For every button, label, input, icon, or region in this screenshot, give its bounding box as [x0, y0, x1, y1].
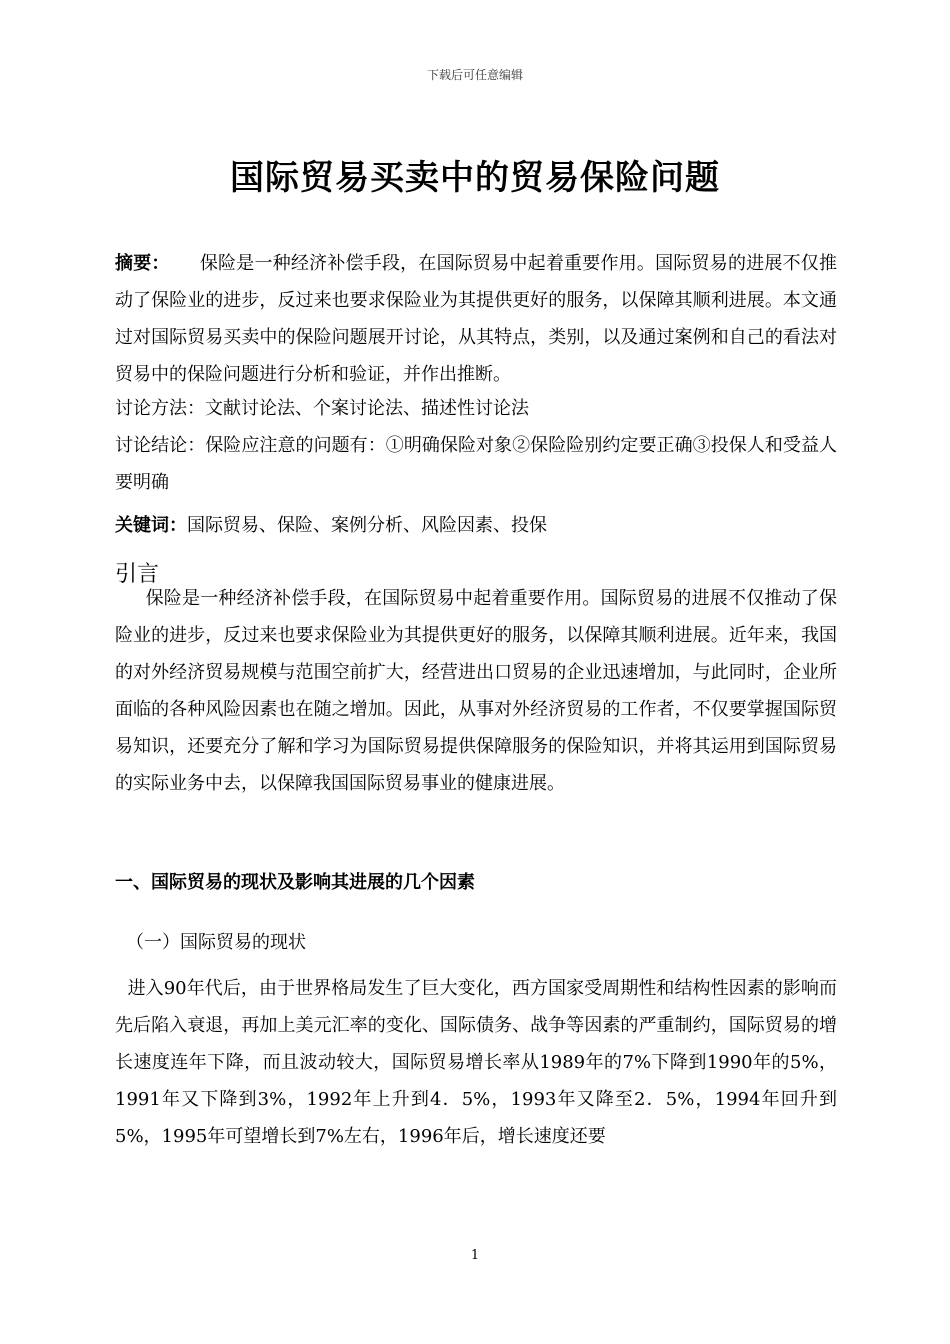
intro-paragraph: 保险是一种经济补偿手段，在国际贸易中起着重要作用。国际贸易的进展不仅推动了保险业的进步，反过来也要求保险业为其提供更好的服务，以保障其顺利进展。近年来，我国的对外经济贸易规模与范围空前扩大，经营进出口贸易的企业迅速增加，与此同时，企业所面临的各种风险因素也在随之增加。因此，从事对外经济贸易的工作者，不仅要掌握国际贸易知识，还要充分了解和学习为国际贸易提供保障服务的保险知识，并将其运用到国际贸易的实际业务中去，以保障我国国际贸易事业的健康进展。 [115, 588, 837, 794]
document-title: 国际贸易买卖中的贸易保险问题 [230, 158, 720, 198]
subsection-heading: （一）国际贸易的现状 [126, 932, 306, 953]
header-note: 下载后可任意编辑 [426, 68, 523, 82]
abstract-paragraph [115, 245, 837, 393]
abstract-label: 摘要： [115, 253, 170, 274]
keywords-line [115, 507, 837, 544]
section-heading: 一、国际贸易的现状及影响其进展的几个因素 [115, 872, 475, 893]
abstract-text: 保险是一种经济补偿手段，在国际贸易中起着重要作用。国际贸易的进展不仅推动了保险业的进步，反过来也要求保险业为其提供更好的服务，以保障其顺利进展。本文通过对国际贸易买卖中的保险问题展开讨论，从其特点，类别，以及通过案例和自己的看法对贸易中的保险问题进行分析和验证，并作出推断。 [115, 253, 838, 385]
research-conclusion: 讨论结论：保险应注意的问题有：①明确保险对象②保险险别约定要正确③投保人和受益人要明确 [115, 435, 837, 493]
research-method: 讨论方法：文献讨论法、个案讨论法、描述性讨论法 [115, 398, 529, 419]
section-paragraph: 进入90年代后，由于世界格局发生了巨大变化，西方国家受周期性和结构性因素的影响而先后陷入衰退，再加上美元汇率的变化、国际债务、战争等因素的严重制约，国际贸易的增长速度连年下降，而且波动较大，国际贸易增长率从1989年的7%下降到1990年的5%，1991年又下降到3%，1992年上升到4．5%，1993年又降至2．5%，1994年回升到5%，1995年可望增长到7%左右，1996年后，增长速度还要 [115, 978, 837, 1147]
intro-heading: 引言 [115, 562, 160, 587]
keywords-label: 关键词： [115, 515, 187, 536]
page-number: 1 [470, 1248, 480, 1263]
keywords-text: 国际贸易、保险、案例分析、风险因素、投保 [187, 515, 547, 536]
